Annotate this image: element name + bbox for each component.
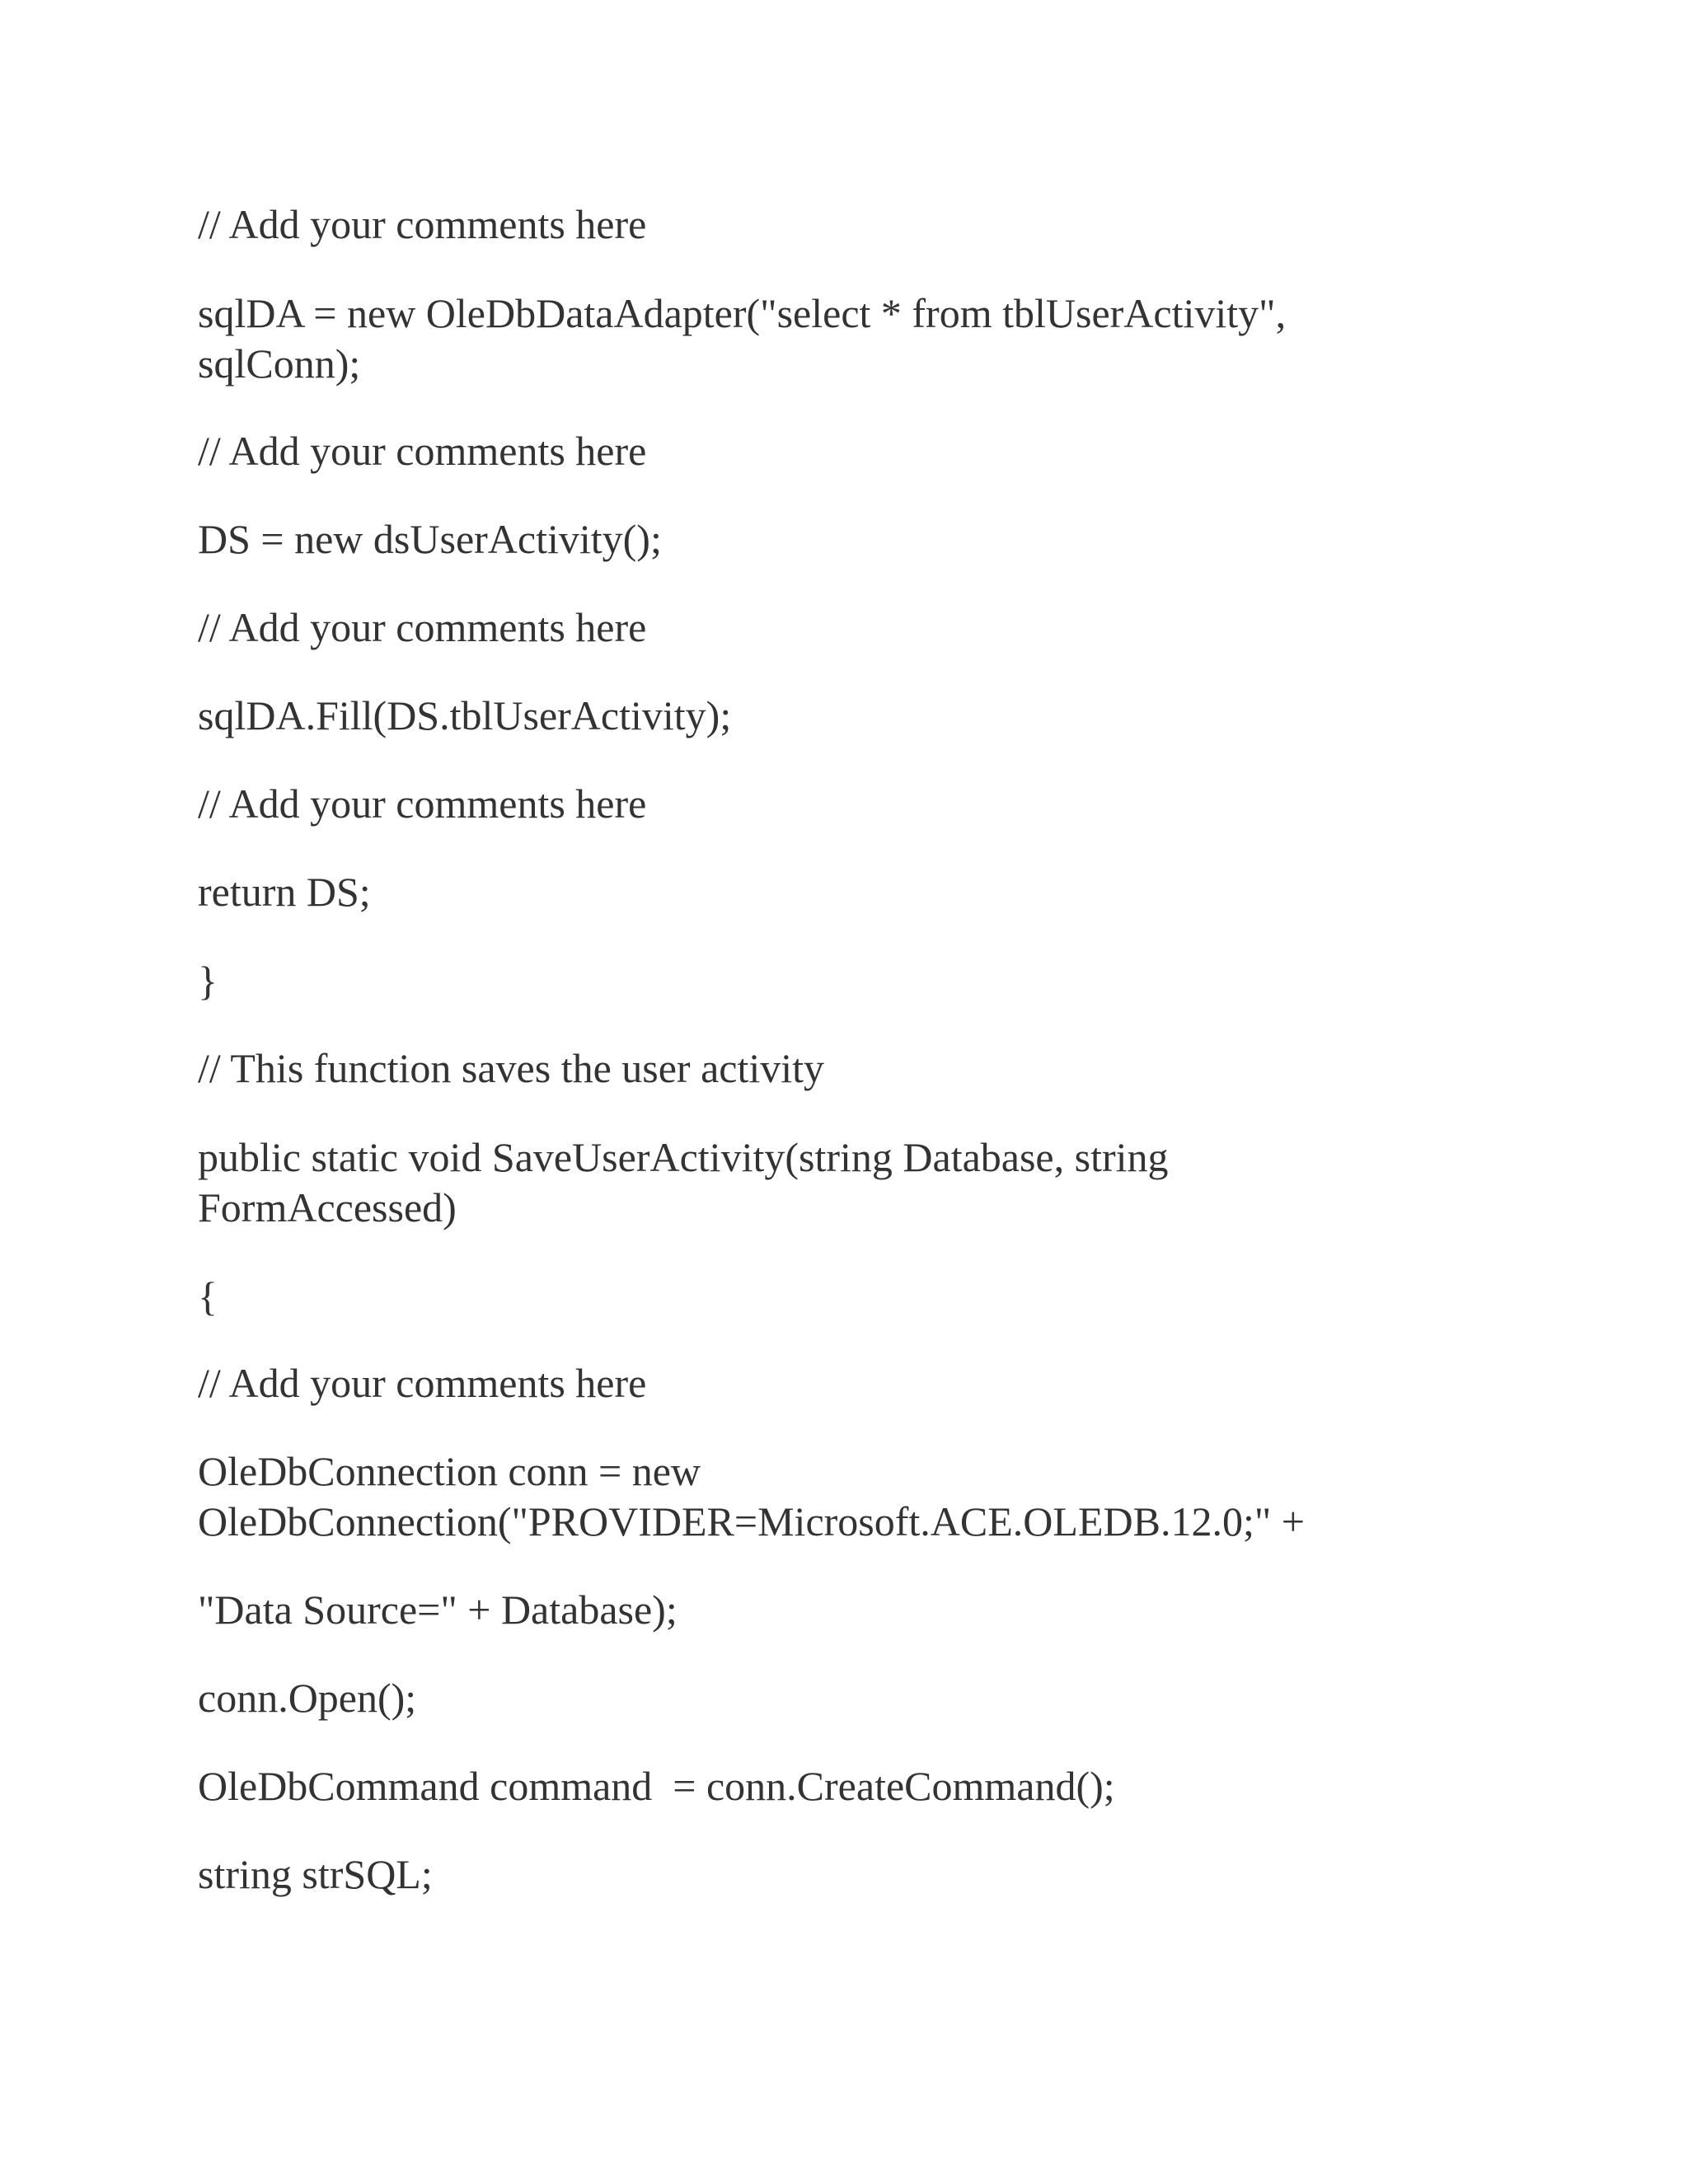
code-line: } <box>198 958 218 1004</box>
code-line: sqlDA.Fill(DS.tblUserActivity); <box>198 692 732 738</box>
code-line: OleDbConnection conn = new <box>198 1448 701 1494</box>
code-comment: // Add your comments here <box>198 780 647 827</box>
code-line: conn.Open(); <box>198 1675 417 1721</box>
code-line: return DS; <box>198 869 371 915</box>
code-line: public static void SaveUserActivity(string Database, string <box>198 1134 1169 1180</box>
code-line: OleDbConnection("PROVIDER=Microsoft.ACE.OLEDB.12.0;" + <box>198 1498 1305 1544</box>
code-comment: // This function saves the user activity <box>198 1045 825 1091</box>
code-line: OleDbCommand command = conn.CreateCommand(); <box>198 1763 1115 1809</box>
code-line: string strSQL; <box>198 1851 433 1897</box>
code-comment: // Add your comments here <box>198 428 647 474</box>
code-line: "Data Source=" + Database); <box>198 1586 678 1633</box>
code-line: sqlConn); <box>198 340 361 387</box>
code-comment: // Add your comments here <box>198 604 647 650</box>
code-comment: // Add your comments here <box>198 201 647 247</box>
code-line: DS = new dsUserActivity(); <box>198 516 662 562</box>
code-comment: // Add your comments here <box>198 1360 647 1406</box>
code-line: { <box>198 1273 218 1319</box>
code-line: FormAccessed) <box>198 1184 457 1230</box>
code-line: sqlDA = new OleDbDataAdapter("select * from tblUserActivity", <box>198 290 1287 336</box>
